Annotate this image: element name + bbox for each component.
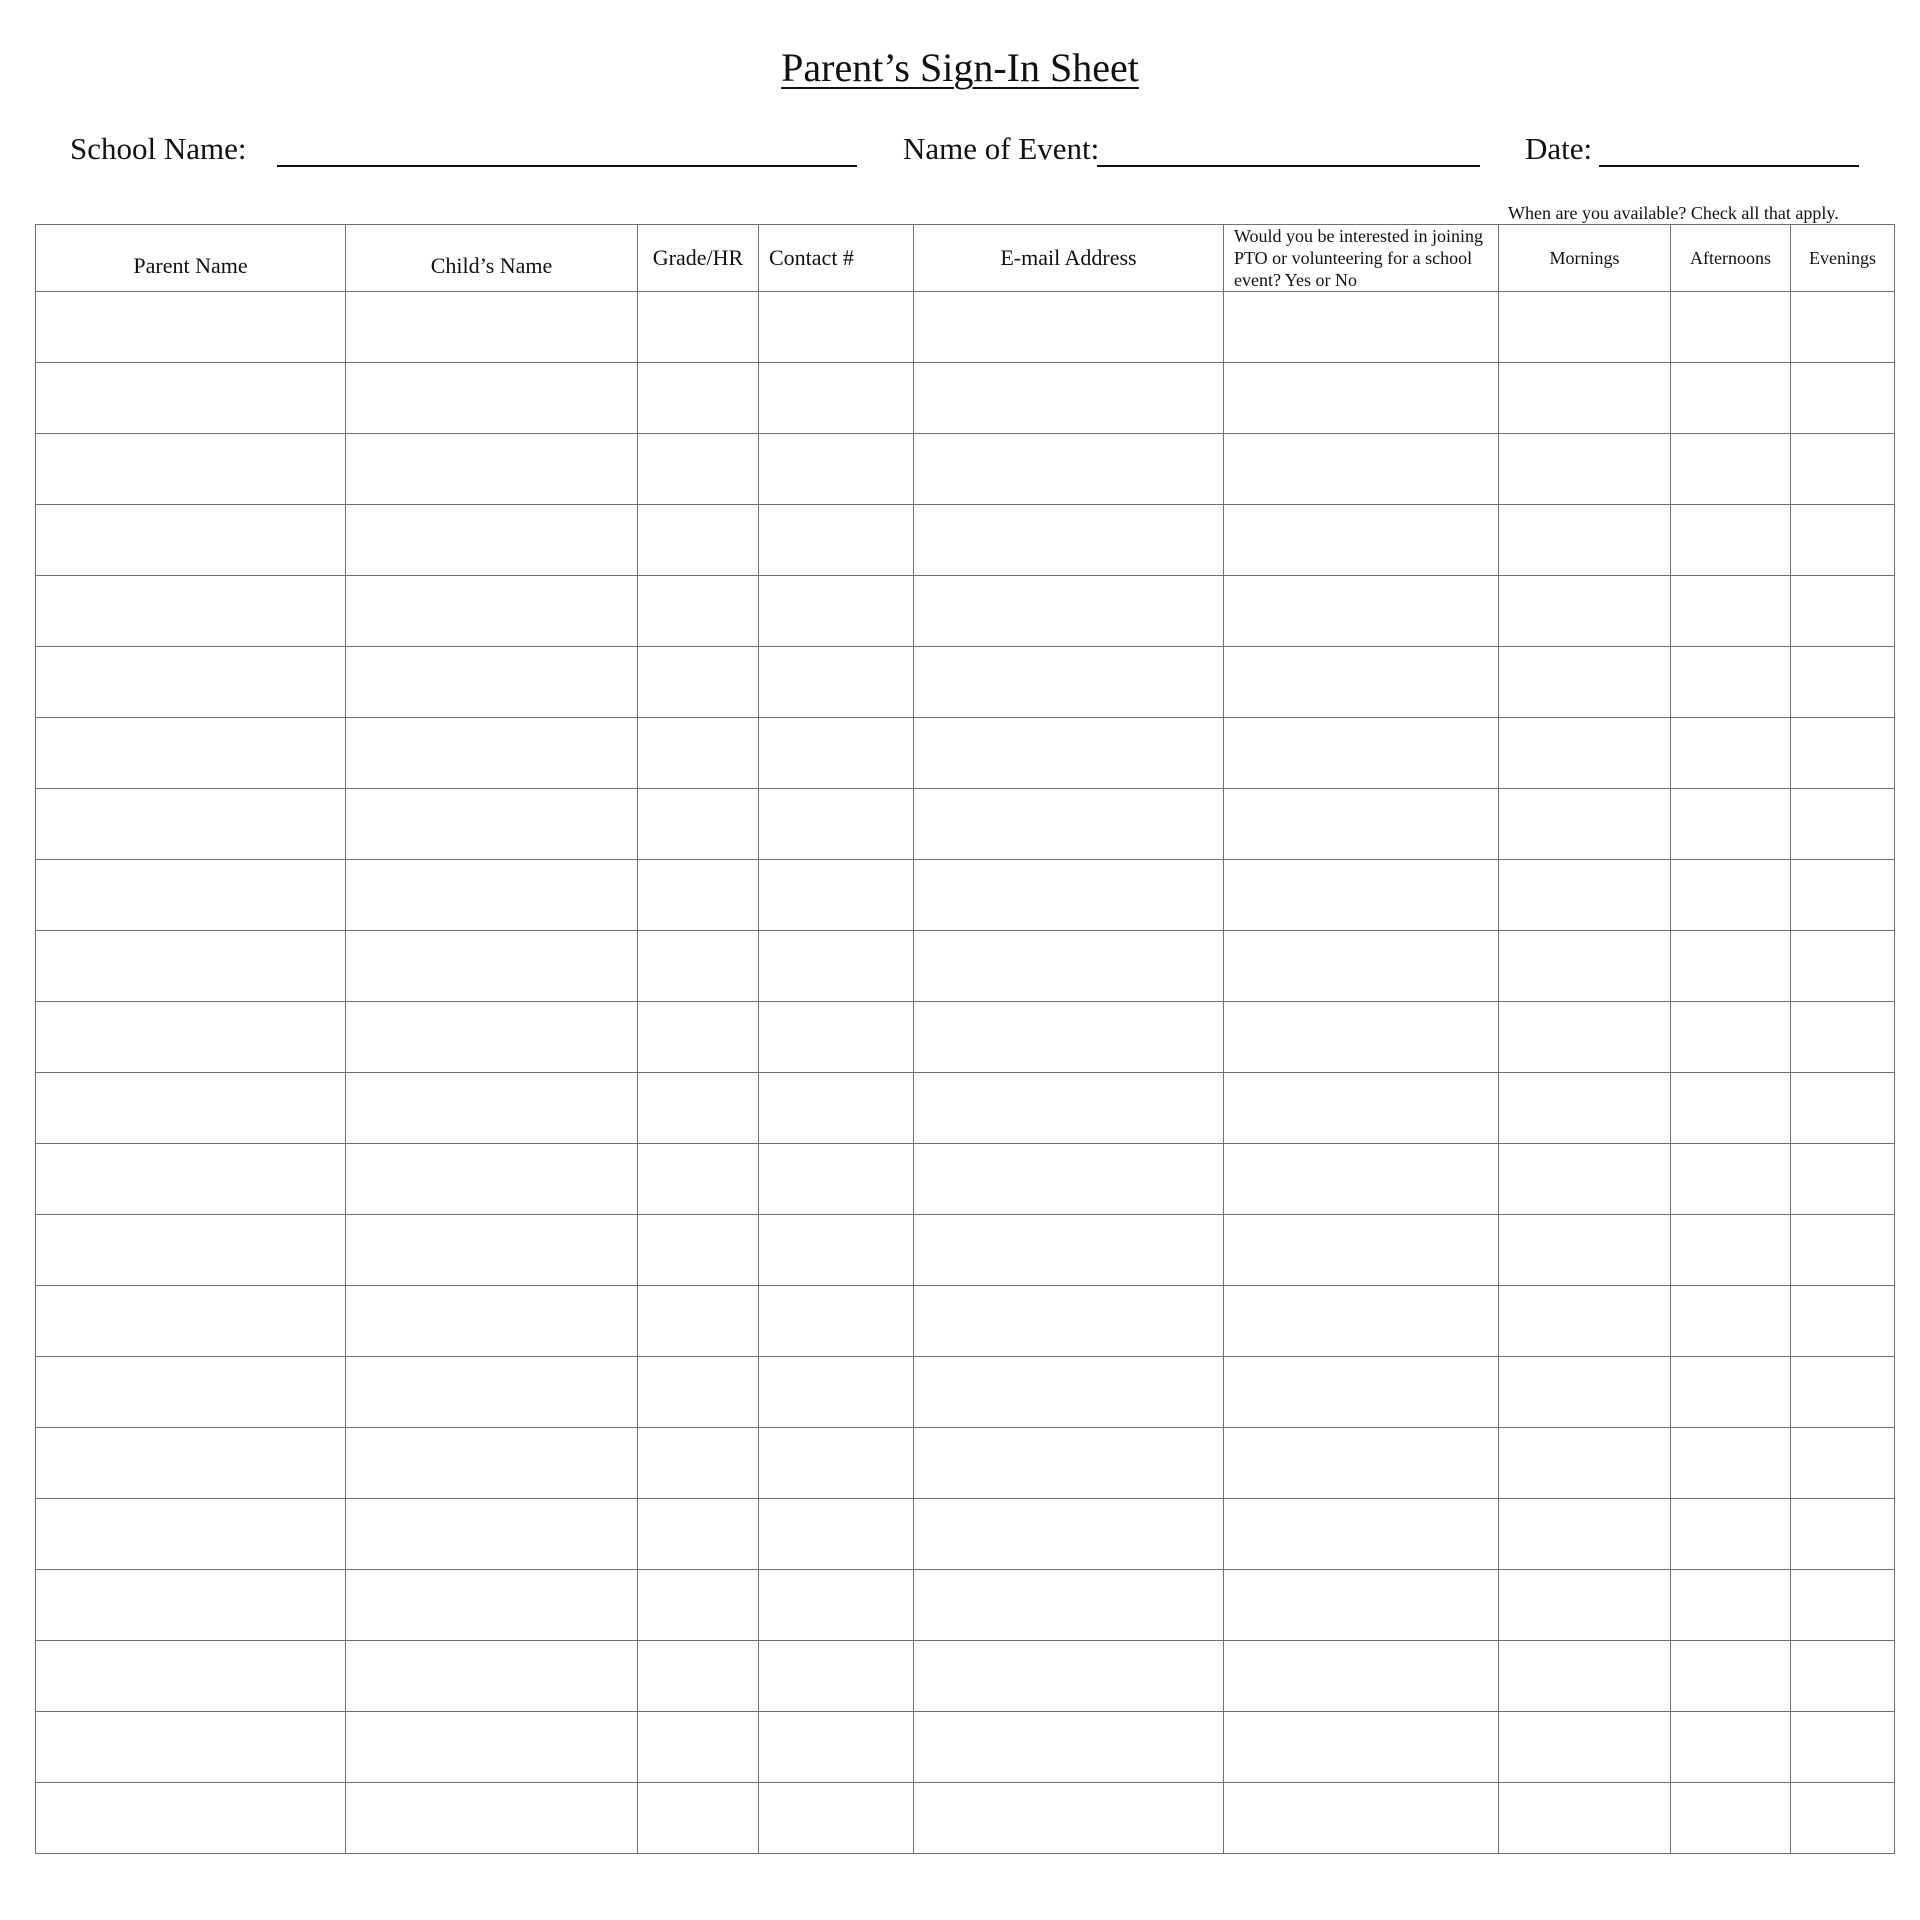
parent-name-cell[interactable] (36, 1783, 346, 1854)
sign-in-table (35, 224, 1895, 1854)
email-cell[interactable] (914, 292, 1224, 363)
page-title (0, 44, 1920, 92)
parent-name-cell[interactable] (36, 1428, 346, 1499)
contact-cell[interactable] (759, 789, 914, 860)
email-cell[interactable] (914, 363, 1224, 434)
child-name-cell[interactable] (346, 931, 638, 1002)
child-name-cell[interactable] (346, 1073, 638, 1144)
evenings-cell[interactable] (1791, 860, 1895, 931)
mornings-cell[interactable] (1499, 1002, 1671, 1073)
pto-answer-cell[interactable] (1224, 1570, 1499, 1641)
grade-hr-cell[interactable] (638, 1712, 759, 1783)
parent-name-cell[interactable] (36, 1286, 346, 1357)
contact-cell[interactable] (759, 1428, 914, 1499)
parent-name-cell[interactable] (36, 789, 346, 860)
event-name-label: Name of Event: (903, 131, 1100, 166)
contact-cell[interactable] (759, 576, 914, 647)
child-name-cell[interactable] (346, 1144, 638, 1215)
parent-name-cell[interactable] (36, 1570, 346, 1641)
afternoons-cell[interactable] (1671, 1783, 1791, 1854)
contact-cell[interactable] (759, 1073, 914, 1144)
child-name-cell[interactable] (346, 789, 638, 860)
child-name-cell[interactable] (346, 1641, 638, 1712)
pto-answer-cell[interactable] (1224, 1357, 1499, 1428)
mornings-cell[interactable] (1499, 1428, 1671, 1499)
pto-answer-cell[interactable] (1224, 1641, 1499, 1712)
grade-hr-cell[interactable] (638, 718, 759, 789)
grade-hr-cell[interactable] (638, 363, 759, 434)
mornings-cell[interactable] (1499, 1641, 1671, 1712)
table-row (36, 576, 1895, 647)
contact-cell[interactable] (759, 860, 914, 931)
evenings-cell[interactable] (1791, 1783, 1895, 1854)
email-cell[interactable] (914, 931, 1224, 1002)
email-cell[interactable] (914, 1499, 1224, 1570)
email-cell[interactable] (914, 1002, 1224, 1073)
pto-answer-cell[interactable] (1224, 1783, 1499, 1854)
pto-answer-cell[interactable] (1224, 576, 1499, 647)
pto-answer-cell[interactable] (1224, 505, 1499, 576)
afternoons-cell[interactable] (1671, 1428, 1791, 1499)
mornings-cell[interactable] (1499, 292, 1671, 363)
evenings-cell[interactable] (1791, 1215, 1895, 1286)
evenings-cell[interactable] (1791, 789, 1895, 860)
child-name-cell[interactable] (346, 1286, 638, 1357)
header-contact: Contact # (759, 225, 914, 292)
pto-answer-cell[interactable] (1224, 1499, 1499, 1570)
pto-answer-cell[interactable] (1224, 363, 1499, 434)
afternoons-cell[interactable] (1671, 1641, 1791, 1712)
event-name-line[interactable] (1097, 165, 1480, 167)
parent-name-cell[interactable] (36, 1073, 346, 1144)
email-cell[interactable] (914, 505, 1224, 576)
mornings-cell[interactable] (1499, 1073, 1671, 1144)
child-name-cell[interactable] (346, 1712, 638, 1783)
child-name-cell[interactable] (346, 576, 638, 647)
parent-name-cell[interactable] (36, 860, 346, 931)
mornings-cell[interactable] (1499, 1144, 1671, 1215)
child-name-cell[interactable] (346, 860, 638, 931)
parent-name-cell[interactable] (36, 718, 346, 789)
evenings-cell[interactable] (1791, 1499, 1895, 1570)
header-grade-hr: Grade/HR (638, 225, 759, 292)
table-row (36, 363, 1895, 434)
afternoons-cell[interactable] (1671, 576, 1791, 647)
grade-hr-cell[interactable] (638, 1570, 759, 1641)
parent-name-cell[interactable] (36, 1002, 346, 1073)
afternoons-cell[interactable] (1671, 1357, 1791, 1428)
grade-hr-cell[interactable] (638, 1357, 759, 1428)
contact-cell[interactable] (759, 1286, 914, 1357)
afternoons-cell[interactable] (1671, 1144, 1791, 1215)
evenings-cell[interactable] (1791, 434, 1895, 505)
mornings-cell[interactable] (1499, 931, 1671, 1002)
grade-hr-cell[interactable] (638, 505, 759, 576)
parent-name-cell[interactable] (36, 434, 346, 505)
contact-cell[interactable] (759, 718, 914, 789)
mornings-cell[interactable] (1499, 1357, 1671, 1428)
mornings-cell[interactable] (1499, 434, 1671, 505)
grade-hr-cell[interactable] (638, 1641, 759, 1712)
pto-answer-cell[interactable] (1224, 434, 1499, 505)
child-name-cell[interactable] (346, 1428, 638, 1499)
contact-cell[interactable] (759, 1499, 914, 1570)
evenings-cell[interactable] (1791, 1286, 1895, 1357)
table-body (36, 292, 1895, 1854)
parent-name-cell[interactable] (36, 1499, 346, 1570)
parent-name-cell[interactable] (36, 576, 346, 647)
date-line[interactable] (1599, 165, 1859, 167)
evenings-cell[interactable] (1791, 363, 1895, 434)
email-cell[interactable] (914, 1428, 1224, 1499)
afternoons-cell[interactable] (1671, 647, 1791, 718)
pto-answer-cell[interactable] (1224, 1712, 1499, 1783)
table-row (36, 647, 1895, 718)
parent-name-cell[interactable] (36, 931, 346, 1002)
evenings-cell[interactable] (1791, 1144, 1895, 1215)
pto-answer-cell[interactable] (1224, 1428, 1499, 1499)
pto-answer-cell[interactable] (1224, 860, 1499, 931)
pto-answer-cell[interactable] (1224, 1215, 1499, 1286)
contact-cell[interactable] (759, 1215, 914, 1286)
evenings-cell[interactable] (1791, 576, 1895, 647)
pto-answer-cell[interactable] (1224, 1002, 1499, 1073)
parent-name-cell[interactable] (36, 1712, 346, 1783)
evenings-cell[interactable] (1791, 647, 1895, 718)
grade-hr-cell[interactable] (638, 1002, 759, 1073)
date-label: Date: (1525, 131, 1593, 166)
table-row (36, 1499, 1895, 1570)
mornings-cell[interactable] (1499, 1499, 1671, 1570)
grade-hr-cell[interactable] (638, 1286, 759, 1357)
grade-hr-cell[interactable] (638, 1499, 759, 1570)
contact-cell[interactable] (759, 1783, 914, 1854)
contact-cell[interactable] (759, 931, 914, 1002)
grade-hr-cell[interactable] (638, 860, 759, 931)
email-cell[interactable] (914, 860, 1224, 931)
email-cell[interactable] (914, 1712, 1224, 1783)
table-row (36, 1570, 1895, 1641)
table-row (36, 1286, 1895, 1357)
parent-name-cell[interactable] (36, 292, 346, 363)
pto-answer-cell[interactable] (1224, 1144, 1499, 1215)
grade-hr-cell[interactable] (638, 1428, 759, 1499)
mornings-cell[interactable] (1499, 860, 1671, 931)
afternoons-cell[interactable] (1671, 292, 1791, 363)
header-evenings: Evenings (1791, 225, 1895, 292)
header-afternoons: Afternoons (1671, 225, 1791, 292)
mornings-cell[interactable] (1499, 647, 1671, 718)
child-name-cell[interactable] (346, 1002, 638, 1073)
parent-name-cell[interactable] (36, 647, 346, 718)
evenings-cell[interactable] (1791, 1002, 1895, 1073)
pto-answer-cell[interactable] (1224, 1073, 1499, 1144)
mornings-cell[interactable] (1499, 1570, 1671, 1641)
contact-cell[interactable] (759, 292, 914, 363)
table-row (36, 789, 1895, 860)
grade-hr-cell[interactable] (638, 1783, 759, 1854)
evenings-cell[interactable] (1791, 1428, 1895, 1499)
afternoons-cell[interactable] (1671, 1712, 1791, 1783)
email-cell[interactable] (914, 1286, 1224, 1357)
school-name-line[interactable] (277, 165, 857, 167)
table-row (36, 1428, 1895, 1499)
email-cell[interactable] (914, 1783, 1224, 1854)
grade-hr-cell[interactable] (638, 576, 759, 647)
header-mornings: Mornings (1499, 225, 1671, 292)
grade-hr-cell[interactable] (638, 1144, 759, 1215)
child-name-cell[interactable] (346, 363, 638, 434)
afternoons-cell[interactable] (1671, 1073, 1791, 1144)
email-cell[interactable] (914, 1144, 1224, 1215)
afternoons-cell[interactable] (1671, 931, 1791, 1002)
contact-cell[interactable] (759, 1144, 914, 1215)
table-row (36, 1641, 1895, 1712)
grade-hr-cell[interactable] (638, 292, 759, 363)
table-row (36, 434, 1895, 505)
email-cell[interactable] (914, 434, 1224, 505)
contact-cell[interactable] (759, 505, 914, 576)
parent-name-cell[interactable] (36, 1641, 346, 1712)
table-row (36, 860, 1895, 931)
table-row (36, 931, 1895, 1002)
evenings-cell[interactable] (1791, 1357, 1895, 1428)
child-name-cell[interactable] (346, 1215, 638, 1286)
table-row (36, 1002, 1895, 1073)
contact-cell[interactable] (759, 1570, 914, 1641)
table-row (36, 292, 1895, 363)
afternoons-cell[interactable] (1671, 1215, 1791, 1286)
contact-cell[interactable] (759, 363, 914, 434)
page-title-text: Parent’s Sign-In Sheet (781, 45, 1139, 90)
table-row (36, 1215, 1895, 1286)
header-parent-name: Parent Name (36, 225, 346, 292)
table-row (36, 1712, 1895, 1783)
mornings-cell[interactable] (1499, 718, 1671, 789)
contact-cell[interactable] (759, 1357, 914, 1428)
parent-name-cell[interactable] (36, 505, 346, 576)
contact-cell[interactable] (759, 1712, 914, 1783)
table-row (36, 1144, 1895, 1215)
evenings-cell[interactable] (1791, 505, 1895, 576)
email-cell[interactable] (914, 1570, 1224, 1641)
header-email: E-mail Address (914, 225, 1224, 292)
header-pto-question: Would you be interested in joining PTO or volunteering for a school event? Yes or No (1224, 225, 1499, 292)
child-name-cell[interactable] (346, 505, 638, 576)
pto-answer-cell[interactable] (1224, 1286, 1499, 1357)
child-name-cell[interactable] (346, 1499, 638, 1570)
mornings-cell[interactable] (1499, 1783, 1671, 1854)
email-cell[interactable] (914, 1215, 1224, 1286)
child-name-cell[interactable] (346, 1783, 638, 1854)
email-cell[interactable] (914, 789, 1224, 860)
pto-answer-cell[interactable] (1224, 718, 1499, 789)
table-row (36, 1783, 1895, 1854)
parent-name-cell[interactable] (36, 363, 346, 434)
availability-note: When are you available? Check all that apply. (1508, 203, 1839, 223)
afternoons-cell[interactable] (1671, 718, 1791, 789)
mornings-cell[interactable] (1499, 1712, 1671, 1783)
child-name-cell[interactable] (346, 1357, 638, 1428)
grade-hr-cell[interactable] (638, 434, 759, 505)
child-name-cell[interactable] (346, 292, 638, 363)
child-name-cell[interactable] (346, 1570, 638, 1641)
parent-name-cell[interactable] (36, 1144, 346, 1215)
contact-cell[interactable] (759, 434, 914, 505)
afternoons-cell[interactable] (1671, 860, 1791, 931)
afternoons-cell[interactable] (1671, 1002, 1791, 1073)
child-name-cell[interactable] (346, 434, 638, 505)
evenings-cell[interactable] (1791, 1073, 1895, 1144)
evenings-cell[interactable] (1791, 1641, 1895, 1712)
grade-hr-cell[interactable] (638, 647, 759, 718)
mornings-cell[interactable] (1499, 789, 1671, 860)
table-row (36, 1073, 1895, 1144)
grade-hr-cell[interactable] (638, 931, 759, 1002)
email-cell[interactable] (914, 576, 1224, 647)
grade-hr-cell[interactable] (638, 1215, 759, 1286)
evenings-cell[interactable] (1791, 931, 1895, 1002)
table-header-row (36, 225, 1895, 292)
evenings-cell[interactable] (1791, 1570, 1895, 1641)
email-cell[interactable] (914, 718, 1224, 789)
pto-answer-cell[interactable] (1224, 789, 1499, 860)
contact-cell[interactable] (759, 1002, 914, 1073)
header-child-name: Child’s Name (346, 225, 638, 292)
table-row (36, 1357, 1895, 1428)
evenings-cell[interactable] (1791, 1712, 1895, 1783)
afternoons-cell[interactable] (1671, 363, 1791, 434)
afternoons-cell[interactable] (1671, 1499, 1791, 1570)
afternoons-cell[interactable] (1671, 789, 1791, 860)
pto-answer-cell[interactable] (1224, 292, 1499, 363)
child-name-cell[interactable] (346, 718, 638, 789)
contact-cell[interactable] (759, 1641, 914, 1712)
mornings-cell[interactable] (1499, 363, 1671, 434)
pto-answer-cell[interactable] (1224, 647, 1499, 718)
table-row (36, 718, 1895, 789)
afternoons-cell[interactable] (1671, 434, 1791, 505)
email-cell[interactable] (914, 1073, 1224, 1144)
evenings-cell[interactable] (1791, 718, 1895, 789)
parent-name-cell[interactable] (36, 1357, 346, 1428)
pto-answer-cell[interactable] (1224, 931, 1499, 1002)
afternoons-cell[interactable] (1671, 1570, 1791, 1641)
school-name-label: School Name: (70, 131, 247, 166)
email-cell[interactable] (914, 1641, 1224, 1712)
email-cell[interactable] (914, 1357, 1224, 1428)
mornings-cell[interactable] (1499, 1286, 1671, 1357)
table-row (36, 505, 1895, 576)
grade-hr-cell[interactable] (638, 789, 759, 860)
email-cell[interactable] (914, 647, 1224, 718)
afternoons-cell[interactable] (1671, 1286, 1791, 1357)
child-name-cell[interactable] (346, 647, 638, 718)
contact-cell[interactable] (759, 647, 914, 718)
afternoons-cell[interactable] (1671, 505, 1791, 576)
mornings-cell[interactable] (1499, 1215, 1671, 1286)
mornings-cell[interactable] (1499, 576, 1671, 647)
evenings-cell[interactable] (1791, 292, 1895, 363)
parent-name-cell[interactable] (36, 1215, 346, 1286)
grade-hr-cell[interactable] (638, 1073, 759, 1144)
mornings-cell[interactable] (1499, 505, 1671, 576)
